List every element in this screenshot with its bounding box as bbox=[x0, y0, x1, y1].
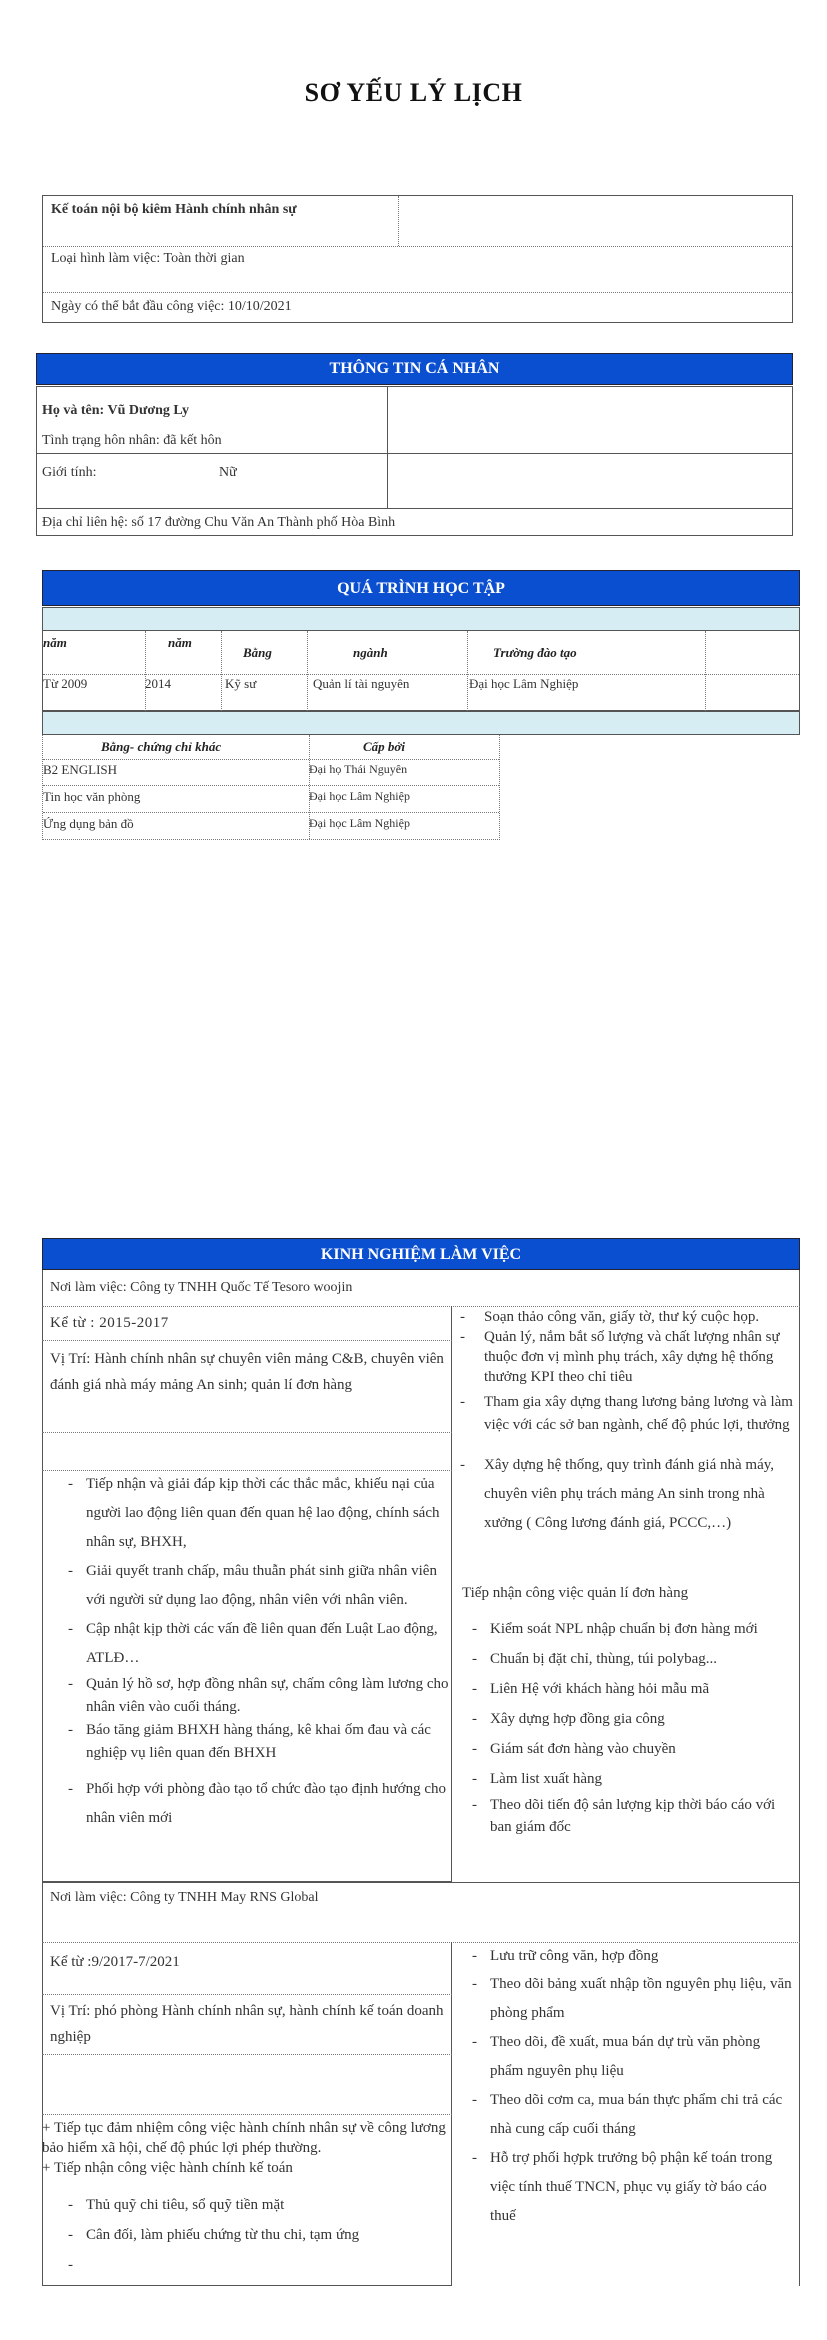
cert-header-issuer: Cấp bởi bbox=[363, 739, 406, 754]
column-divider bbox=[307, 631, 308, 711]
column-divider bbox=[467, 631, 468, 711]
list-item: - Phối hợp với phòng đào tạo tổ chức đào tạo định hướng cho nhân viên mới bbox=[50, 1775, 450, 1833]
job1-right-list-b bbox=[454, 1615, 796, 1838]
list-item: - Cập nhật kịp thời các vấn đề liên quan đến Luật Lao động, ATLĐ… bbox=[50, 1615, 450, 1673]
row-divider bbox=[43, 674, 799, 675]
col-header-major: ngành bbox=[353, 645, 388, 660]
row-divider bbox=[42, 1340, 452, 1341]
column-divider bbox=[705, 631, 706, 711]
education-band-top bbox=[42, 607, 800, 631]
row-divider bbox=[42, 2054, 452, 2055]
job-type: Loại hình làm việc: Toàn thời gian bbox=[51, 251, 245, 266]
list-item: - Theo dõi bảng xuất nhập tồn nguyên phụ liệu, văn phòng phẩm bbox=[454, 1970, 796, 2028]
list-item: - Theo dõi tiến độ sản lượng kịp thời báo cáo với ban giám đốc bbox=[454, 1794, 796, 1838]
job1-role: Vị Trí: Hành chính nhân sự chuyên viên mảng C&B, chuyên viên đánh giá nhà máy mảng An sinh; quản lí đơn hàng bbox=[50, 1351, 444, 1393]
job-info-box bbox=[42, 195, 793, 323]
gender-label: Giới tính: bbox=[42, 465, 97, 480]
education-table bbox=[42, 631, 800, 711]
job2-period: Kể từ :9/2017-7/2021 bbox=[50, 1954, 180, 1970]
education-header: QUÁ TRÌNH HỌC TẬP bbox=[42, 570, 800, 606]
cert-issuer: Đại học Lâm Nghiệp bbox=[309, 789, 410, 803]
list-item: - Cân đối, làm phiếu chứng từ thu chi, tạm ứng bbox=[50, 2220, 450, 2250]
list-item: - Giải quyết tranh chấp, mâu thuẫn phát sinh giữa nhân viên với người sử dụng lao động, nhân viên với nhân viên. bbox=[50, 1557, 450, 1615]
certificate-table bbox=[42, 735, 500, 840]
list-item bbox=[50, 2250, 450, 2280]
list-item: - Giám sát đơn hàng vào chuyền bbox=[454, 1734, 796, 1765]
column-divider bbox=[145, 631, 146, 711]
cert-issuer: Đại học Lâm Nghiệp bbox=[309, 816, 410, 830]
cert-name: Tin học văn phòng bbox=[43, 789, 141, 804]
list-item: - Tham gia xây dựng thang lương bảng lương và làm việc với các sở ban ngành, chế độ phúc lợi, thưởng bbox=[454, 1391, 796, 1437]
gender-value: Nữ bbox=[219, 465, 237, 480]
job-start-date: Ngày có thể bắt đầu công việc: 10/10/2021 bbox=[51, 299, 292, 314]
list-item: - Thủ quỹ chi tiêu, sổ quỹ tiền mặt bbox=[50, 2190, 450, 2220]
edu-cell-major: Quản lí tài nguyên bbox=[313, 676, 410, 691]
marital-status: Tình trạng hôn nhân: đã kết hôn bbox=[42, 433, 222, 448]
list-item: - Xây dựng hệ thống, quy trình đánh giá nhà máy, chuyên viên phụ trách mảng An sinh trong nhà xưởng ( Công lương đánh giá, PCCC,…) bbox=[454, 1451, 796, 1538]
list-item: - Xây dựng hợp đồng gia công bbox=[454, 1704, 796, 1734]
row-divider bbox=[43, 812, 499, 813]
document-title: SƠ YẾU LÝ LỊCH bbox=[304, 78, 523, 107]
list-item: - Theo dõi cơm ca, mua bán thực phẩm chi trả các nhà cung cấp cuối tháng bbox=[454, 2086, 796, 2144]
edu-cell-from: Từ 2009 bbox=[43, 676, 88, 691]
list-item: - Hỗ trợ phối hợpk trưởng bộ phận kế toán trong việc tính thuế TNCN, phục vụ giấy tờ báo cáo thuế bbox=[454, 2144, 796, 2231]
personal-info-header: THÔNG TIN CÁ NHÂN bbox=[36, 353, 793, 385]
personal-info-box bbox=[36, 386, 793, 536]
row-divider bbox=[43, 785, 499, 786]
row-divider bbox=[42, 2114, 452, 2115]
list-item: - Kiểm soát NPL nhập chuẩn bị đơn hàng mới bbox=[454, 1615, 796, 1644]
job1-workplace: Nơi làm việc: Công ty TNHH Quốc Tế Tesoro woojin bbox=[50, 1280, 353, 1295]
list-item: - Theo dõi, đề xuất, mua bán dự trù văn phòng phẩm nguyên phụ liệu bbox=[454, 2028, 796, 2086]
list-item: - Làm list xuất hàng bbox=[454, 1765, 796, 1794]
job1-duty-list bbox=[50, 1470, 450, 1833]
experience-header: KINH NGHIỆM LÀM VIỆC bbox=[42, 1238, 800, 1270]
cert-name: Ứng dụng bản đồ bbox=[43, 816, 134, 831]
edu-cell-degree: Kỹ sư bbox=[225, 676, 257, 691]
list-item: - Báo tăng giảm BHXH hàng tháng, kê khai ốm đau và các nghiệp vụ liên quan đến BHXH bbox=[50, 1719, 450, 1765]
row-divider bbox=[43, 292, 792, 293]
col-header-degree: Bằng bbox=[243, 645, 272, 660]
cert-issuer: Đại họ Thái Nguyên bbox=[309, 762, 408, 776]
row-divider bbox=[42, 1994, 452, 1995]
edu-cell-to: 2014 bbox=[145, 676, 171, 691]
list-item: - Liên Hệ với khách hàng hỏi mẫu mã bbox=[454, 1674, 796, 1704]
row-divider bbox=[37, 453, 792, 454]
row-divider bbox=[42, 1882, 800, 1883]
list-item: - Lưu trữ công văn, hợp đồng bbox=[454, 1942, 796, 1970]
cert-header-name: Bằng- chứng chỉ khác bbox=[101, 739, 222, 754]
list-item: - Tiếp nhận và giải đáp kịp thời các thắc mắc, khiếu nại của người lao động liên quan đến quan hệ lao động, chính sách nhân sự, BHXH, bbox=[50, 1470, 450, 1557]
column-divider bbox=[397, 196, 399, 246]
column-divider bbox=[387, 387, 389, 509]
row-divider bbox=[42, 1432, 452, 1433]
job1-right-list-a bbox=[454, 1307, 796, 1538]
col-header-year-end: năm bbox=[168, 635, 192, 650]
edu-cell-school: Đại học Lâm Nghiệp bbox=[469, 676, 579, 691]
full-name: Họ và tên: Vũ Dương Ly bbox=[42, 403, 189, 418]
row-divider bbox=[43, 759, 499, 760]
job2-role: Vị Trí: phó phòng Hành chính nhân sự, hành chính kế toán doanh nghiệp bbox=[50, 2003, 444, 2045]
row-divider bbox=[43, 246, 792, 247]
job2-duty-list bbox=[50, 2190, 450, 2280]
list-item: - Quản lý hồ sơ, hợp đồng nhân sự, chấm công làm lương cho nhân viên vào cuối tháng. bbox=[50, 1673, 450, 1719]
list-item: - Soạn thảo công văn, giấy tờ, thư ký cuộc họp. bbox=[454, 1307, 796, 1327]
job1-period: Kể từ : 2015-2017 bbox=[50, 1315, 169, 1331]
job2-right-list bbox=[454, 1942, 796, 2231]
col-header-year-start: năm bbox=[43, 635, 67, 650]
cert-name: B2 ENGLISH bbox=[43, 762, 118, 777]
contact-address: Địa chỉ liên hệ: số 17 đường Chu Văn An Thành phố Hòa Bình bbox=[42, 515, 396, 530]
col-header-school: Trường đào tạo bbox=[493, 645, 577, 660]
job1-order-management-title: Tiếp nhận công việc quản lí đơn hàng bbox=[462, 1585, 689, 1601]
list-item: - Quản lý, nắm bắt số lượng và chất lượng nhân sự thuộc đơn vị mình phụ trách, xây dựng hệ thống thưởng KPI theo chỉ tiêu bbox=[454, 1327, 796, 1387]
job-position: Kế toán nội bộ kiêm Hành chính nhân sự bbox=[51, 202, 297, 217]
job2-note-1: + Tiếp tục đảm nhiệm công việc hành chính nhân sự về công lương bảo hiểm xã hội, chế độ phúc lợi phép thường. bbox=[42, 2120, 446, 2156]
row-divider bbox=[37, 508, 792, 509]
job2-workplace: Nơi làm việc: Công ty TNHH May RNS Global bbox=[50, 1890, 319, 1905]
list-item: - Chuẩn bị đặt chỉ, thùng, túi polybag... bbox=[454, 1644, 796, 1674]
job2-note-2: + Tiếp nhận công việc hành chính kế toán bbox=[42, 2160, 293, 2176]
column-divider bbox=[221, 631, 222, 711]
education-band-bottom bbox=[42, 711, 800, 735]
